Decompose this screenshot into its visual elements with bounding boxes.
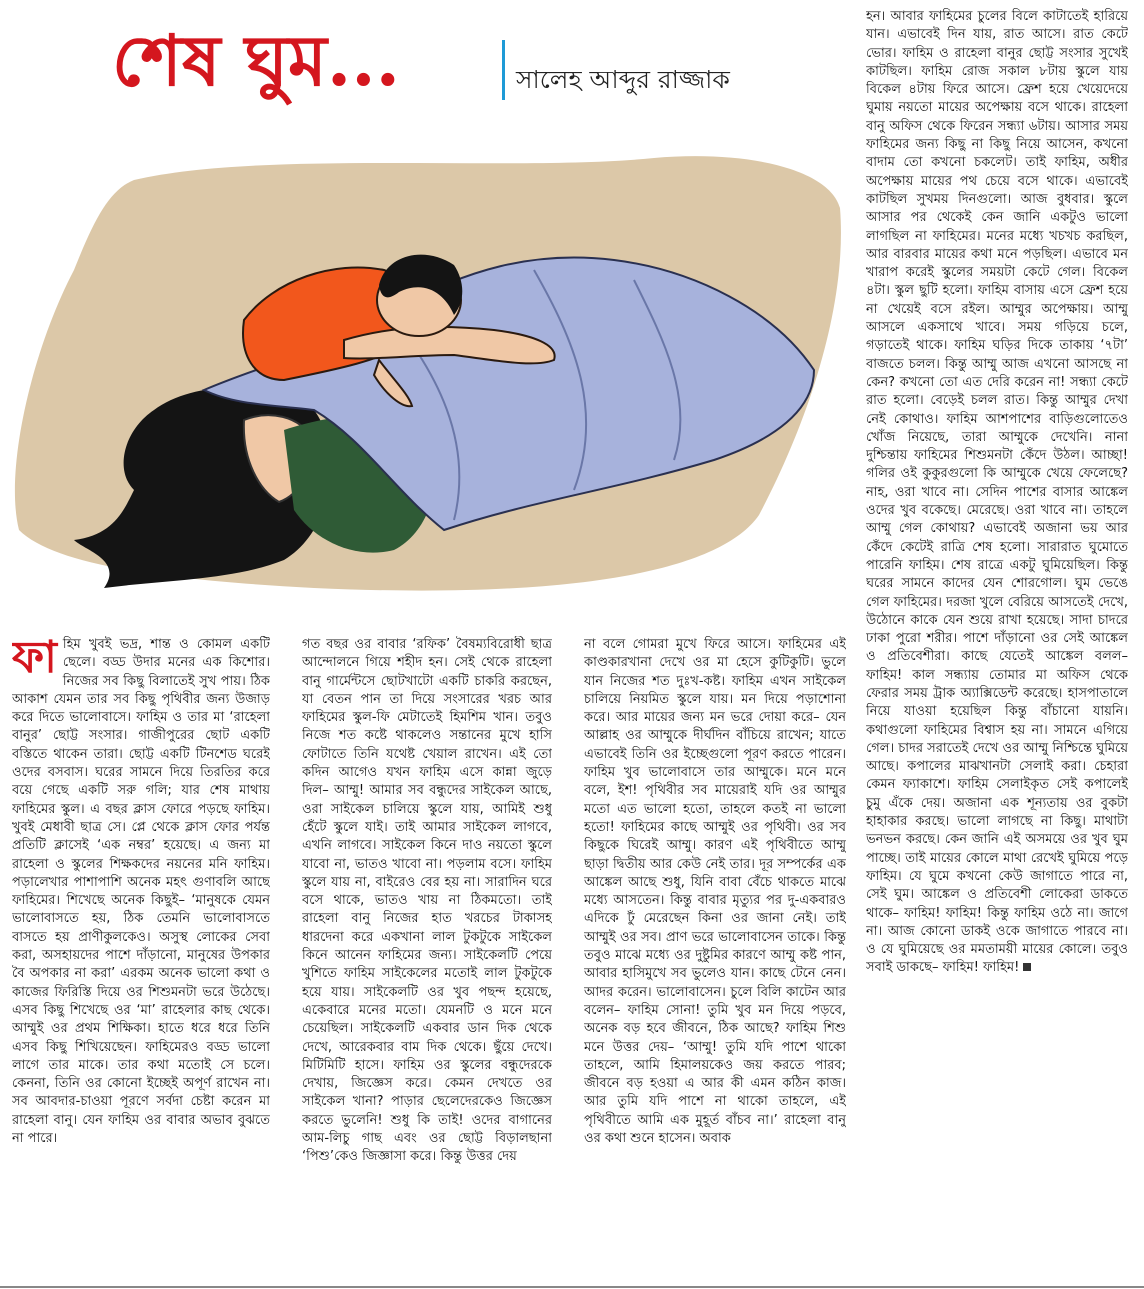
end-mark-icon bbox=[1023, 963, 1031, 971]
story-title: শেষ ঘুম... bbox=[112, 19, 401, 102]
author-name: সালেহ আব্দুর রাজ্জাক bbox=[516, 65, 730, 94]
text-column-4 bbox=[866, 8, 1128, 1278]
drop-cap: ফা bbox=[12, 636, 57, 683]
column-text: গত বছর ওর বাবার ‘রফিক’ বৈষম্যবিরোধী ছাত্র আন্দোলনে গিয়ে শহীদ হন। সেই থেকে রাহেলা বানু গার্মেন্টসে ছোটখাটো একটি চাকরি করছেন, যা বেতন পান তা দিয়ে সংসারের খরচ আর ফাহিমের স্কুল-ফি মেটাতেই হিমশিম খান। তবুও নিজে শত কষ্টে থাকলেও সন্তানের মুখে হাসি ফোটাতে তিনি যথেষ্ট খেয়াল রাখেন। এই তো কদিন আগেও যখন ফাহিম এসে কান্না জুড়ে দিল– আম্মু! আমার সব বন্ধুদের সাইকেল আছে, ওরা সাইকেল চালিয়ে স্কুলে যায়, আমিই শুধু হেঁটে স্কুলে যাই। তাই আমার সাইকেল লাগবে, এখনি লাগবে। সাইকেল কিনে দাও নয়তো স্কুলে যাবো না, ভাতও খাবো না। পড়লাম বসে। ফাহিম স্কুলে যায় না, বাইরেও বের হয় না। সারাদিন ঘরে বসে থাকে, ভাতও খায় না ঠিকমতো। তাই রাহেলা বানু নিজের হাত খরচের টাকাসহ ধারদেনা করে একখানা লাল টুকটুকে সাইকেল কিনে আনেন ফাহিমের জন্য। সাইকেলটি পেয়ে খুশিতে ফাহিম সাইকেলের মতোই লাল টুকটুকে হয়ে যায়। সাইকেলটি ওর খুব পছন্দ হয়েছে, একেবারে মনের মতো। যেমনটি ও মনে মনে চেয়েছিল। সাইকেলটি একবার ডান দিক থেকে দেখে, আরেকবার বাম দিক থেকে। ছুঁয়ে দেখে। মিটিমিটি হাসে। ফাহিম ওর স্কুলের বন্ধুদেরকে দেখায়, জিজ্ঞেস করে। কেমন দেখতে ওর সাইকেল খানা? পাড়ার ছেলেদেরকেও জিজ্ঞেস করতে ভুলেনি! শুধু কি তাই! ওদের বাগানের আম-লিচু গাছ এবং ওর ছোট্ট বিড়ালছানা ‘পিশু’কেও জিজ্ঞাসা করে। কিন্তু উত্তর দেয় bbox=[302, 637, 552, 1165]
title-divider bbox=[502, 40, 505, 100]
bottom-rule bbox=[0, 1286, 1144, 1288]
column-text: না বলে গোমরা মুখে ফিরে আসে। ফাহিমের এই কাণ্ডকারখানা দেখে ওর মা হেসে কুটিকুটি। ভুলে যান নিজের শত দুঃখ-কষ্ট। ফাহিম এখন সাইকেল চালিয়ে নিয়মিত স্কুলে যায়। মন দিয়ে পড়াশোনা করে। আর মায়ের জন্য মন ভরে দোয়া করে– যেন আল্লাহ ওর আম্মুকে দীর্ঘদিন বাঁচিয়ে রাখেন; যাতে এভাবেই তিনি ওর ইচ্ছেগুলো পূরণ করতে পারেন। ফাহিম খুব ভালোবাসে তার আম্মুকে। মনে মনে বলে, ইশ! পৃথিবীর সব মায়েরাই যদি ওর আম্মুর মতো এত ভালো হতো, তাহলে কতই না ভালো হতো! ফাহিমের কাছে আম্মুই ওর পৃথিবী। ওর সব কিছুকে ঘিরেই আম্মু। কারণ এই পৃথিবীতে আম্মু ছাড়া দ্বিতীয় আর কেউ নেই তার। দূর সম্পর্কের এক আঙ্কেল আছে শুধু, যিনি বাবা বেঁচে থাকতে মাঝে মধ্যে আসতেন। কিন্তু বাবার মৃত্যুর পর দু-একবারও এদিকে ঢুঁ মেরেছেন কিনা ওর জানা নেই। তাই আম্মুই ওর সব। প্রাণ ভরে ভালোবাসেন তাকে। কিন্তু তবুও মাঝে মধ্যে ওর দুষ্টুমির কারণে আম্মু কষ্ট পান, আবার হাসিমুখে সব ভুলেও যান। কাছে টেনে নেন। আদর করেন। ভালোবাসেন। চুলে বিলি কাটেন আর বলেন– ফাহিম সোনা! তুমি খুব মন দিয়ে পড়বে, অনেক বড় হবে জীবনে, ঠিক আছে? ফাহিম শিশু মনে উত্তর দেয়– ‘আম্মু! তুমি যদি পাশে থাকো তাহলে, আমি হিমালয়কেও জয় করতে পারব; জীবনে বড় হওয়া এ আর কী এমন কঠিন কাজ। আর তুমি যদি পাশে না থাকো তাহলে, এই পৃথিবীতে আমি এক মুহূর্ত বাঁচব না।’ রাহেলা বানু ওর কথা শুনে হাসেন। অবাক bbox=[584, 637, 846, 1147]
column-text: হিম খুবই ভদ্র, শান্ত ও কোমল একটি ছেলে। বড্ড উদার মনের এক কিশোর। নিজের সব কিছু বিলাতেই সুখ পায়। ঠিক আকাশ যেমন তার সব কিছু পৃথিবীর জন্য উজাড় করে দিতে ভালোবাসে। ফাহিম ও তার মা ‘রাহেলা বানুর’ ছোট্ট সংসার। গাজীপুরের ছোট একটি বস্তিতে থাকেন তারা। ছোট্ট একটি টিনশেড ঘরেই ওদের বসবাস। ঘরের সামনে দিয়ে তিরতির করে বয়ে গেছে একটি সরু গলি; যার শেষ মাথায় ফাহিমের স্কুল। এ বছর ক্লাস ফোরে পড়ছে ফাহিম। খুবই মেধাবী ছাত্র সে। প্লে থেকে ক্লাস ফোর পর্যন্ত প্রতিটি ক্লাসেই ‘এক নম্বর’ হয়েছে। এ জন্য মা রাহেলা ও স্কুলের শিক্ষকদের নয়নের মনি ফাহিম। পড়ালেখার পাশাপাশি অনেক মহৎ গুণাবলি আছে ফাহিমের। শিখেছে অনেক কিছুই– ‘মানুষকে যেমন ভালোবাসতে হয়, ঠিক তেমনি ভালোবাসতে বাসতে হয় প্রাণীকুলকেও। অসুস্থ লোকের সেবা করা, অসহায়দের পাশে দাঁড়ানো, মানুষের উপকার বৈ অপকার না করা’ এরকম অনেক ভালো কথা ও কাজের ফিরিস্তি দিয়ে ওর শিশুমনটা ভরে উঠেছে। এসব কিছু শিখেছে ওর ‘মা’ রাহেলার কাছ থেকে। আম্মুই ওর প্রথম শিক্ষিকা। হাতে ধরে ধরে তিনি এসব কিছু শিখিয়েছেন। ফাহিমেরও বড্ড ভালো লাগে তার মাকে। তার কথা মতোই সে চলে। কেননা, তিনি ওর কোনো ইচ্ছেই অপূর্ণ রাখেন না। সব আবদার-চাওয়া পূরণে সর্বদা চেষ্টা করেন মা রাহেলা বানু। যেন ফাহিম ওর বাবার অভাব বুঝতে না পারে। bbox=[12, 637, 270, 1147]
text-column-1 bbox=[12, 636, 270, 1274]
text-column-3 bbox=[584, 636, 846, 1274]
text-column-2 bbox=[302, 636, 552, 1274]
story-illustration bbox=[14, 110, 848, 606]
column-text: হন। আবার ফাহিমের চুলের বিলে কাটাতেই হারিয়ে যান। এভাবেই দিন যায়, রাত আসে। রাত কেটে ভোর। ফাহিম ও রাহেলা বানুর ছোট্ট সংসার সুখেই কাটছিল। ফাহিম রোজ সকাল ৮টায় স্কুলে যায় বিকেল ৪টায় ফিরে আসে। ফ্রেশ হয়ে খেয়েদেয়ে ঘুমায় নয়তো মায়ের অপেক্ষায় বসে থাকে। রাহেলা বানু অফিস থেকে ফিরেন সন্ধ্যা ৬টায়। আসার সময় ফাহিমের জন্য কিছু না কিছু নিয়ে আসেন, কখনো বাদাম তো কখনো চকলেট। তাই ফাহিম, অধীর অপেক্ষায় মায়ের পথ চেয়ে বসে থাকে। এভাবেই কাটছিল সুখময় দিনগুলো। আজ বুধবার। স্কুলে আসার পর থেকেই কেন জানি একটুও ভালো লাগছিল না ফাহিমের। মনের মধ্যে খচখচ করছিল, আর বারবার মায়ের কথা মনে পড়ছিল। এভাবে মন খারাপ করেই স্কুলের সময়টা কেটে গেল। বিকেল ৪টা। স্কুল ছুটি হলো। ফাহিম বাসায় এসে ফ্রেশ হয়ে না খেয়েই বসে রইল। আম্মুর অপেক্ষায়। আম্মু আসলে একসাথে খাবে। সময় গড়িয়ে চলে, গড়াতেই থাকে। ফাহিম ঘড়ির দিকে তাকায় ‘৭টা’ বাজতে চলল। কিন্তু আম্মু আজ এখনো আসছে না কেন? কখনো তো এত দেরি করেন না! সন্ধ্যা কেটে রাত হলো। বেড়েই চলল রাত। কিন্তু আম্মুর দেখা নেই কোথাও। ফাহিম আশপাশের বাড়িগুলোতেও খোঁজ নিয়েছে, তারা আম্মুকে দেখেনি। নানা দুশ্চিন্তায় ফাহিমের শিশুমনটা কেঁদে উঠল। আচ্ছা! গলির ওই কুকুরগুলো কি আম্মুকে খেয়ে ফেলেছে? নাহ, ওরা খাবে না। সেদিন পাশের বাসার আঙ্কেল ওদের খুব বকেছে। মেরেছে। ওরা খাবে না। তাহলে আম্মু গেল কোথায়? এভাবেই অজানা ভয় আর কেঁদে কেটেই রাত্রি শেষ হলো। সারারাত ঘুমোতে পারেনি ফাহিম। শেষ রাত্রে একটু ঘুমিয়েছিল। কিন্তু ঘরের সামনে কাদের যেন শোরগোল। ঘুম ভেঙে গেল ফাহিমের। দরজা খুলে বেরিয়ে আসতেই দেখে, উঠোনে কাকে যেন শুয়ে রাখা হয়েছে। সাদা চাদরে ঢাকা পুরো শরীর। পাশে দাঁড়ানো ওর সেই আঙ্কেল ও প্রতিবেশীরা। কাছে যেতেই আঙ্কেল বলল– ফাহিম! কাল সন্ধ্যায় তোমার মা অফিস থেকে ফেরার সময় ট্রাক অ্যাক্সিডেন্ট করেছে। হাসপাতালে নিয়ে যাওয়া হয়েছিল কিন্তু বাঁচানো যায়নি। কথাগুলো ফাহিমের বিশ্বাস হয় না। সামনে এগিয়ে গেল। চাদর সরাতেই দেখে ওর আম্মু নিশ্চিন্তে ঘুমিয়ে আছে। কপালের মাঝখানটা সেলাই করা। চেহারা কেমন ফ্যাকাশে। ফাহিম সেলাইকৃত সেই কপালেই চুমু এঁকে দেয়। অজানা এক শূন্যতায় ওর বুকটা হাহাকার করছে। ভালো লাগছে না কিছু। মাথাটা ভনভন করছে। কেন জানি এই অসময়ে ওর খুব ঘুম পাচ্ছে। তাই মায়ের কোলে মাথা রেখেই ঘুমিয়ে পড়ে ফাহিম। যে ঘুমে কখনো কেউ জাগাতে পারে না, সেই ঘুম। আঙ্কেল ও প্রতিবেশী লোকেরা ডাকতে থাকে– ফাহিম! ফাহিম! কিন্তু ফাহিম ওঠে না। জাগে না। আজ কোনো ডাকই ওকে জাগাতে পারবে না। ও যে ঘুমিয়েছে ওর মমতাময়ী মায়ের কোলে। তবুও সবাই ডাকছে– ফাহিম! ফাহিম! bbox=[866, 9, 1128, 976]
